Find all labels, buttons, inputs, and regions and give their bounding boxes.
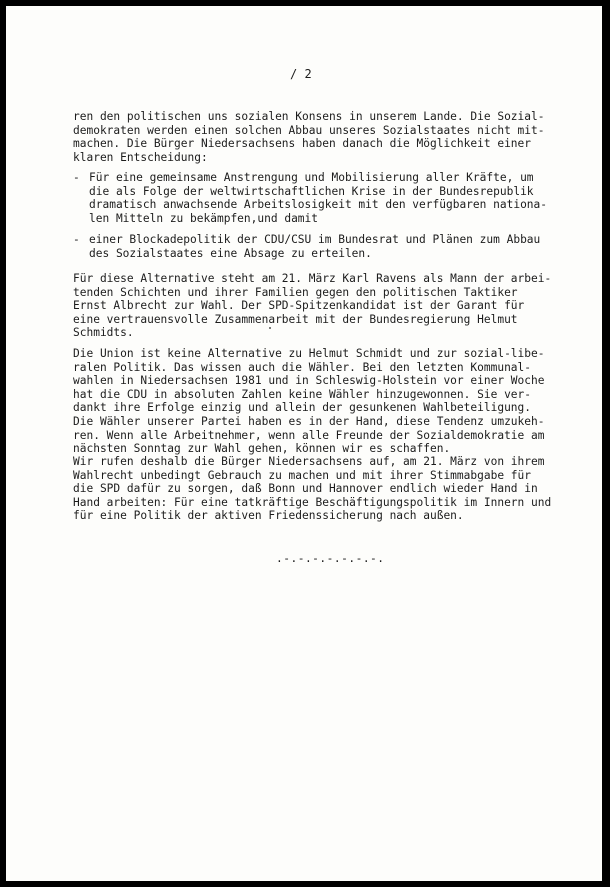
list-item-text: Für eine gemeinsame Anstrengung und Mobilisierung aller Kräfte, um die als Folge der weltwirtschaftlichen Krise in der Bundesrepublik dramatisch anwachsende Arbeitslosigkeit mit den verfügbaren nationa- len Mitteln zu bekämpfen,und damit	[89, 171, 548, 225]
list-marker: -	[73, 171, 80, 184]
closing-separator: .-.-.-.-.-.-.-.	[276, 552, 385, 565]
paragraph-1: ren den politischen uns sozialen Konsens in unserem Lande. Die Sozial- demokraten werden einen solchen Abbau unseres Sozialstaates nicht mit- machen. Die Bürger Niedersachsens haben danach die Möglichkeit einer klaren Entscheidung:	[73, 110, 545, 164]
list-marker: -	[73, 233, 80, 246]
paragraph-2: Für diese Alternative steht am 21. März Karl Ravens als Mann der arbei- tenden Schichten und ihrer Familien gegen den politischen Taktiker Ernst Albrecht zur Wahl. Der SPD-Spitzenkandidat ist der Garant für eine vertrauensvolle Zusammenarbeit mit der Bundesregierung Helmut Schmidts.	[73, 272, 552, 340]
paragraph-4: Wir rufen deshalb die Bürger Niedersachsens auf, am 21. März von ihrem Wahlrecht unbedingt Gebrauch zu machen und mit ihrer Stimmabgabe für die SPD dafür zu sorgen, daß Bonn und Hannover endlich wieder Hand in Hand arbeiten: Für eine tatkräftige Beschäftigungspolitik im Innern und für eine Politik der aktiven Friedenssicherung nach außen.	[73, 455, 552, 523]
page-number: / 2	[290, 67, 312, 81]
scan-speck	[269, 327, 271, 329]
document-page	[6, 6, 602, 881]
list-item-text: einer Blockadepolitik der CDU/CSU im Bundesrat und Plänen zum Abbau des Sozialstaates eine Absage zu erteilen.	[89, 233, 541, 260]
paragraph-3: Die Union ist keine Alternative zu Helmut Schmidt und zur sozial-libe- ralen Politik. Das wissen auch die Wähler. Bei den letzten Kommunal- wahlen in Niedersachsen 1981 und in Schleswig-Holstein vor einer Woche hat die CDU in absoluten Zahlen keine Wähler hinzugewonnen. Sie ver- dankt ihre Erfolge einzig und allein der gesunkenen Wahlbeteiligung. Die Wähler unserer Partei haben es in der Hand, diese Tendenz umzukeh- ren. Wenn alle Arbeitnehmer, wenn alle Freunde der Sozialdemokratie am nächsten Sonntag zur Wahl gehen, können wir es schaffen.	[73, 347, 545, 456]
